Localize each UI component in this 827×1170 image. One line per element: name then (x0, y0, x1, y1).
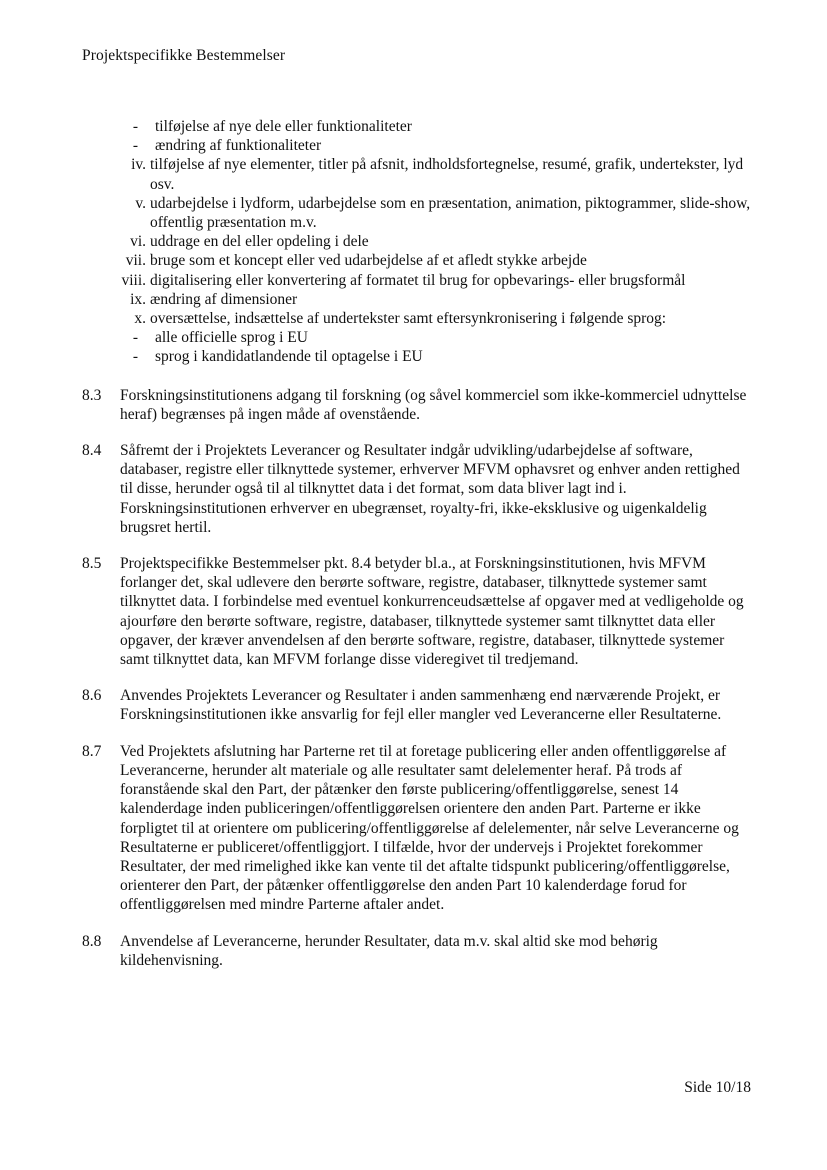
section-8-7 (82, 742, 754, 915)
section-8-4 (82, 441, 754, 537)
list-item (82, 328, 754, 347)
list-item (82, 309, 754, 328)
list-item-text: oversættelse, indsættelse af undertekster samt eftersynkronisering i følgende sprog: (150, 310, 667, 328)
section-number: 8.8 (82, 932, 102, 950)
list-marker: vi. (130, 233, 146, 251)
list-item (82, 194, 754, 232)
list-marker: - (132, 329, 138, 347)
list-marker: ix. (130, 290, 146, 308)
section-text: Forskningsinstitutionens adgang til forskning (og såvel kommerciel som ikke-kommerciel udnyttelse heraf) begrænses på ingen måde af ovenstående. (120, 386, 747, 423)
section-number: 8.6 (82, 687, 102, 705)
section-8-6 (82, 686, 754, 724)
list-item-text: sprog i kandidatlandende til optagelse i EU (155, 348, 423, 366)
section-8-8 (82, 932, 754, 970)
section-8-3 (82, 386, 754, 424)
list-marker: viii. (121, 271, 146, 289)
list-item-text: ændring af dimensioner (150, 290, 298, 308)
section-text: Projektspecifikke Bestemmelser pkt. 8.4 betyder bl.a., at Forskningsinstitutionen, hvis MFVM forlanger det, skal udlevere den berørte software, registre, databaser, tilknyttede systemer samt tilknyttet data. I forbindelse med eventuel konkurrenceudsættelse af opgaver med at vedligeholde og ajourføre den berørte software, registre, databaser, tilknyttede systemer samt tilknyttet data eller opgaver, der kræver anvendelsen af den berørte software, registre, databaser, tilknyttede systemer samt tilknyttet data, kan MFVM forlange disse videregivet til tredjemand. (120, 555, 744, 669)
list-item-text: bruge som et koncept eller ved udarbejdelse af et afledt stykke arbejde (150, 252, 587, 270)
list-item-text: uddrage en del eller opdeling i dele (150, 233, 369, 251)
list-item (82, 290, 754, 309)
list-item-text: tilføjelse af nye dele eller funktionaliteter (155, 118, 412, 135)
list-item (82, 232, 754, 251)
section-number: 8.5 (82, 555, 102, 573)
section-8-5 (82, 554, 754, 669)
section-text: Ved Projektets afslutning har Parterne ret til at foretage publicering eller anden offentliggørelse af Leverancerne, herunder alt materiale og alle resultater samt delelementer heraf. På trods af foranstående skal den Part, der påtænker den første publicering/offentliggørelse, senest 14 kalenderdage inden publiceringen/offentliggørelsen orientere den anden Part. Parterne er ikke forpligtet til at orientere om publicering/offentliggørelse af delelementer, når selve Leverancerne og Resultaterne er publiceret/offentliggjort. I tilfælde, hvor der undervejs i Projektet forekommer Resultater, der med rimelighed ikke kan vente til det aftalte tidspunkt publicering/offentliggørelse, orienterer den Part, der påtænker offentliggørelse den anden Part 10 kalenderdage forud for offentliggørelsen med mindre Parterne aftaler andet. (120, 742, 739, 914)
list-item (82, 136, 754, 155)
section-text: Anvendelse af Leverancerne, herunder Resultater, data m.v. skal altid ske mod behørig kildehenvisning. (120, 932, 658, 969)
list-marker: - (132, 137, 138, 155)
section-text: Såfremt der i Projektets Leverancer og Resultater indgår udvikling/udarbejdelse af software, databaser, registre eller tilknyttede systemer, erhverver MFVM ophavsret og enhver anden rettighed til disse, herunder også til al tilknyttet data i det format, som data bliver lagt ind i. Forskningsinstitutionen erhverver en ubegrænset, royalty-fri, ikke-eksklusive og uigenkaldelig brugsret hertil. (120, 442, 740, 536)
list-item-text: udarbejdelse i lydform, udarbejdelse som en præsentation, animation, piktogrammer, slide-show, offentlig præsentation m.v. (150, 194, 751, 232)
list-marker: iv. (131, 156, 146, 174)
list-marker: - (132, 118, 138, 135)
list-marker: vii. (125, 252, 146, 270)
list-item (82, 251, 754, 270)
section-text: Anvendes Projektets Leverancer og Resultater i anden sammenhæng end nærværende Projekt, er Forskningsinstitutionen ikke ansvarlig for fejl eller mangler ved Leverancerne eller Resultaterne. (120, 687, 722, 724)
page-number: Side 10/18 (684, 1079, 751, 1096)
list-item (82, 117, 754, 136)
list-item (82, 271, 754, 290)
section-number: 8.7 (82, 742, 102, 760)
document-body (82, 117, 754, 970)
list-marker: x. (134, 310, 146, 328)
list-item-text: ændring af funktionaliteter (155, 137, 322, 155)
list-marker: - (132, 348, 138, 366)
list-item-text: alle officielle sprog i EU (155, 329, 308, 347)
list-marker: v. (135, 194, 146, 212)
page-header: Projektspecifikke Bestemmelser (82, 47, 286, 64)
section-number: 8.3 (82, 386, 102, 404)
list-item-text: digitalisering eller konvertering af formatet til brug for opbevarings- eller brugsformål (150, 271, 686, 289)
list-item (82, 155, 754, 193)
list-item-text: tilføjelse af nye elementer, titler på afsnit, indholdsfortegnelse, resumé, grafik, undertekster, lyd osv. (150, 156, 744, 193)
list-item (82, 347, 754, 366)
section-number: 8.4 (82, 442, 102, 460)
